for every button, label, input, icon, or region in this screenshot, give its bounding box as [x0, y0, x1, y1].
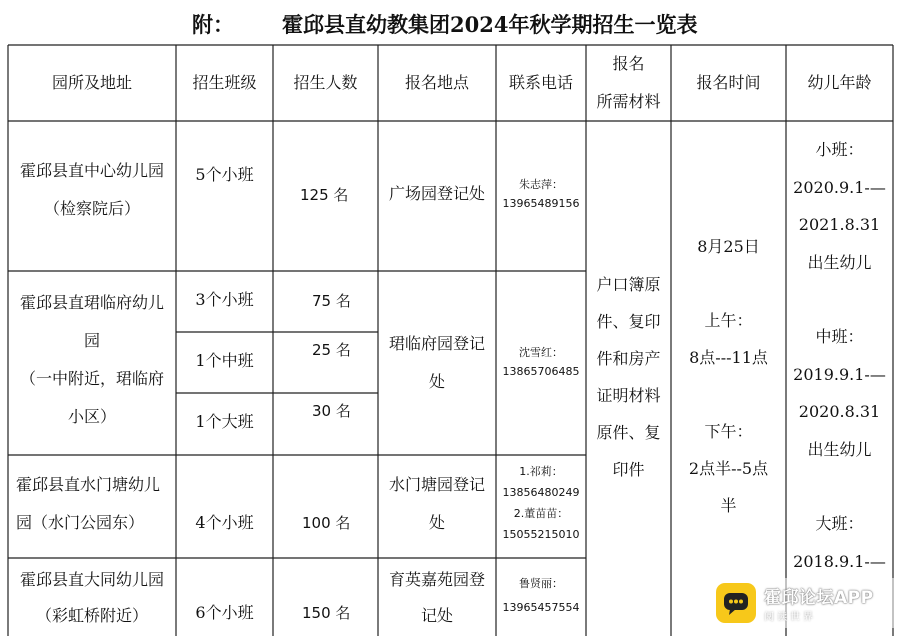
- time-afternoon-line1: 2点半--5点: [688, 459, 769, 478]
- row4-school-name: 霍邱县直大同幼儿园: [19, 570, 164, 589]
- materials-line-2: 件、复印: [596, 312, 661, 331]
- row2-count-small: 75 名: [312, 292, 351, 310]
- row2-class-middle: 1个中班: [195, 351, 254, 371]
- row3-count: 100 名: [302, 514, 351, 532]
- materials-line-4: 证明材料: [596, 386, 661, 405]
- row4-phone: [496, 566, 586, 626]
- header-materials-line1: 报名: [612, 54, 645, 74]
- row3-phone-contact-1: 1.祁莉：: [519, 465, 563, 479]
- materials-line-1: 户口簿原: [596, 275, 661, 294]
- row2-school-address-1: （一中附近，珺临府: [19, 369, 164, 388]
- materials-line-6: 印件: [612, 460, 645, 479]
- row3-phone: [496, 462, 586, 546]
- row3-location-line1: 水门塘园登记: [388, 475, 485, 494]
- materials-line-3: 件和房产: [596, 349, 661, 368]
- header-materials: [586, 45, 671, 121]
- row4-location-line1: 育英嘉苑园登: [388, 570, 485, 589]
- row2-phone: [496, 340, 586, 384]
- row3-location-line2: 处: [428, 513, 445, 532]
- age-middle-to: 2020.8.31: [798, 402, 881, 421]
- row4-classes: 6个小班: [195, 603, 254, 623]
- row2-class-small: 3个小班: [195, 290, 254, 310]
- row1-phone: [496, 172, 586, 216]
- title-prefix: 附：: [192, 12, 234, 37]
- age-small-suffix: 出生幼儿: [807, 252, 872, 272]
- row1-location: 广场园登记处: [388, 184, 485, 204]
- row3-school: [16, 466, 176, 542]
- row3-phone-contact-2: 2.董苗苗：: [513, 507, 569, 520]
- row2-count-large: 30 名: [312, 402, 351, 420]
- title-text: 霍邱县直幼教集团2024年秋学期招生一览表: [282, 12, 698, 37]
- header-phone: 联系电话: [508, 73, 573, 93]
- materials-line-5: 原件、复: [596, 423, 661, 442]
- row1-classes: 5个小班: [195, 165, 254, 185]
- chat-bubble-icon: [716, 583, 756, 623]
- row2-location: [378, 325, 496, 401]
- row4-school: [8, 560, 176, 636]
- app-watermark: [716, 578, 900, 628]
- time-cell: [671, 226, 786, 526]
- row4-location-line2: 记处: [420, 606, 453, 625]
- row2-class-large: 1个大班: [195, 412, 254, 432]
- header-school: 园所及地址: [51, 73, 132, 93]
- row4-location: [378, 560, 496, 636]
- row2-school-name-2: 园: [83, 331, 100, 350]
- row1-phone-contact: 朱志萍：: [519, 177, 563, 191]
- age-middle-from: 2019.9.1-—: [793, 364, 886, 384]
- header-classes: 招生班级: [192, 73, 257, 93]
- age-small-from: 2020.9.1-—: [793, 177, 886, 197]
- age-large-label: 大班：: [815, 514, 864, 533]
- row3-phone-number-1: 13856480249: [502, 486, 580, 500]
- row4-school-address: （彩虹桥附近）: [35, 606, 148, 625]
- row4-count: 150 名: [302, 604, 351, 622]
- row4-phone-number: 13965457554: [502, 601, 580, 614]
- row1-school-name: 霍邱县直中心幼儿园: [19, 161, 164, 180]
- row2-school: [8, 285, 176, 435]
- row2-school-name-1: 霍邱县直珺临府幼儿: [19, 293, 164, 312]
- row1-school: [8, 150, 176, 230]
- age-cell: [786, 131, 893, 636]
- row2-phone-contact: 沈雪红：: [519, 345, 563, 359]
- age-small-label: 小班：: [815, 140, 864, 159]
- row2-phone-number: 13865706485: [502, 365, 580, 378]
- time-date: 8月25日: [697, 237, 760, 256]
- time-morning: 8点---11点: [689, 348, 768, 367]
- header-age: 幼儿年龄: [807, 73, 872, 93]
- watermark-name: 霍邱论坛APP: [764, 588, 874, 608]
- header-count: 招生人数: [293, 73, 358, 93]
- age-middle-suffix: 出生幼儿: [807, 439, 872, 459]
- row4-phone-contact: 鲁贤丽：: [519, 576, 563, 590]
- row1-count: 125 名: [300, 186, 349, 204]
- row2-location-line2: 处: [428, 372, 445, 391]
- time-afternoon-line2: 半: [720, 496, 737, 515]
- row2-count-middle: 25 名: [312, 341, 351, 359]
- row1-school-address: （检察院后）: [43, 199, 140, 218]
- time-morning-label: 上午：: [704, 311, 753, 330]
- time-afternoon-label: 下午：: [704, 422, 753, 441]
- row3-classes: 4个小班: [195, 513, 254, 533]
- materials-cell: [586, 262, 671, 492]
- row3-location: [378, 466, 496, 542]
- watermark-subtitle: 阅读世界: [764, 612, 816, 623]
- row3-school-address: 园（水门公园东）: [16, 513, 145, 532]
- age-middle-label: 中班：: [815, 327, 864, 346]
- row3-phone-number-2: 15055215010: [502, 527, 580, 541]
- age-small-to: 2021.8.31: [798, 215, 881, 234]
- header-location: 报名地点: [404, 73, 469, 93]
- row1-phone-number: 13965489156: [502, 197, 580, 210]
- header-materials-line2: 所需材料: [596, 92, 661, 111]
- header-time: 报名时间: [696, 73, 761, 93]
- row2-location-line1: 珺临府园登记: [388, 334, 485, 353]
- row3-school-name: 霍邱县直水门塘幼儿: [16, 475, 161, 494]
- age-large-from: 2018.9.1-—: [793, 551, 886, 571]
- row2-school-address-2: 小区）: [67, 407, 116, 426]
